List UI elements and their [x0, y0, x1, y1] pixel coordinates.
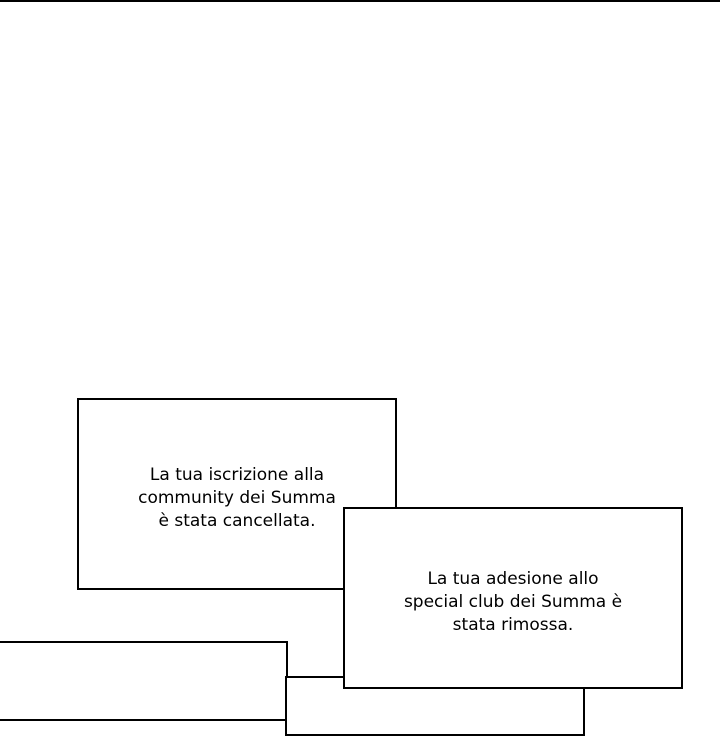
top-panel-border — [0, 0, 720, 2]
caption-box-club-removed — [343, 507, 683, 689]
lower-left-panel — [0, 641, 288, 721]
caption-text: La tua adesione allo special club dei Summa è stata rimossa. — [403, 569, 623, 635]
caption-text: La tua iscrizione alla community dei Summa è stata cancellata. — [138, 465, 336, 531]
